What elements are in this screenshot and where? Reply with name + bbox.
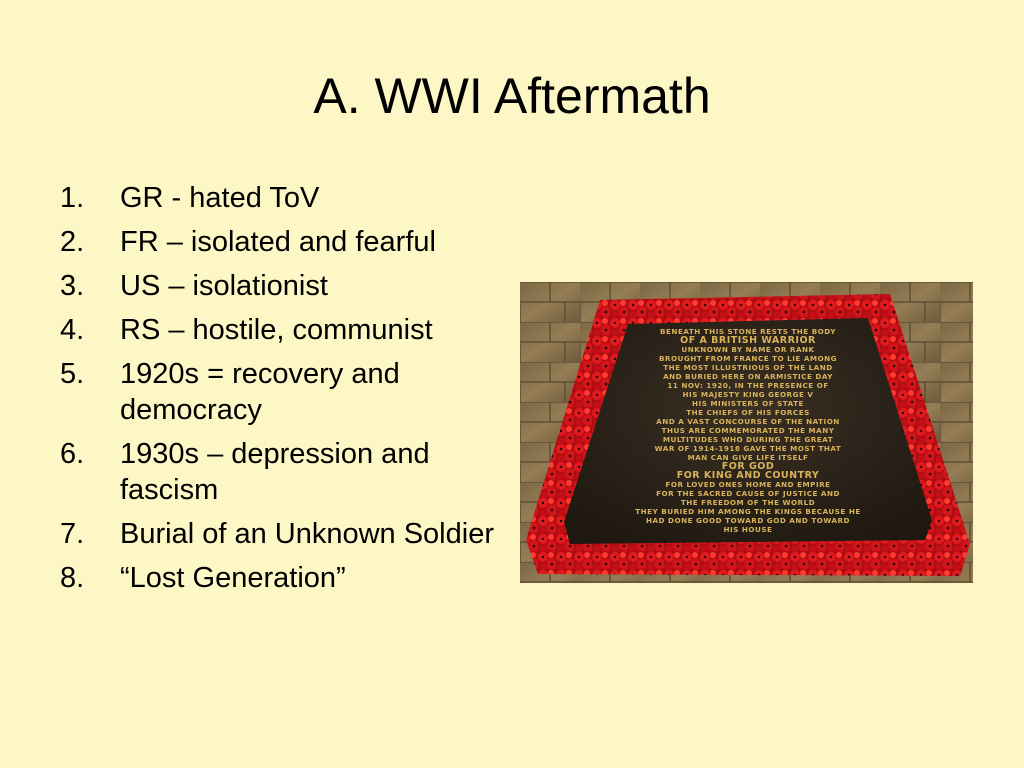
list-number: 6. — [60, 438, 85, 470]
list-item — [60, 516, 500, 552]
plaque-line: WAR OF 1914-1918 GAVE THE MOST THAT — [654, 444, 842, 453]
plaque-line: FOR THE SACRED CAUSE OF JUSTICE AND — [656, 489, 840, 498]
list-item — [60, 560, 500, 596]
plaque-line: UNKNOWN BY NAME OR RANK — [681, 345, 815, 354]
plaque-line: THE MOST ILLUSTRIOUS OF THE LAND — [663, 363, 833, 372]
plaque-line: HIS MAJESTY KING GEORGE V — [682, 390, 814, 399]
list-number: 2. — [60, 226, 85, 258]
plaque-line: HIS HOUSE — [723, 525, 773, 534]
list-item — [60, 180, 500, 216]
list-text: GR - hated ToV — [120, 182, 320, 214]
list-text: RS – hostile, communist — [120, 314, 433, 346]
list-number: 1. — [60, 182, 85, 214]
plaque-line: BROUGHT FROM FRANCE TO LIE AMONG — [658, 354, 838, 363]
plaque-line: 11 NOV: 1920, IN THE PRESENCE OF — [667, 381, 829, 390]
list-text: US – isolationist — [120, 270, 328, 302]
list-number: 7. — [60, 518, 85, 550]
list-text: “Lost Generation” — [120, 562, 346, 594]
bullet-list — [60, 180, 500, 604]
plaque-line: BENEATH THIS STONE RESTS THE BODY — [660, 327, 836, 336]
list-item — [60, 224, 500, 260]
plaque-line: THUS ARE COMMEMORATED THE MANY — [661, 426, 835, 435]
plaque-line: AND BURIED HERE ON ARMISTICE DAY — [663, 372, 833, 381]
plaque-line: HAD DONE GOOD TOWARD GOD AND TOWARD — [645, 516, 851, 525]
list-number: 4. — [60, 314, 85, 346]
plaque-line: THE CHIEFS OF HIS FORCES — [686, 408, 810, 417]
plaque-line: THEY BURIED HIM AMONG THE KINGS BECAUSE HE — [635, 507, 861, 516]
list-text: Burial of an Unknown Soldier — [120, 518, 494, 550]
plaque-line: OF A BRITISH WARRIOR — [680, 335, 816, 346]
list-number: 3. — [60, 270, 85, 302]
tomb-photo — [520, 282, 973, 583]
list-text: 1930s – depression and fascism — [120, 438, 430, 506]
list-number: 8. — [60, 562, 85, 594]
tomb-photo-graphic — [520, 282, 973, 583]
plaque-line: FOR LOVED ONES HOME AND EMPIRE — [665, 480, 831, 489]
list-text: 1920s = recovery and democracy — [120, 358, 400, 426]
plaque-line: MAN CAN GIVE LIFE ITSELF — [687, 453, 809, 462]
plaque-line: AND A VAST CONCOURSE OF THE NATION — [656, 417, 840, 426]
plaque-line: THE FREEDOM OF THE WORLD — [680, 498, 816, 507]
list-item — [60, 312, 500, 348]
plaque-line: FOR KING AND COUNTRY — [676, 470, 820, 481]
list-number: 5. — [60, 358, 85, 390]
slide-title: A. WWI Aftermath — [313, 68, 711, 124]
list-item — [60, 436, 500, 508]
list-item — [60, 356, 500, 428]
plaque-line: HIS MINISTERS OF STATE — [692, 399, 804, 408]
list-item — [60, 268, 500, 304]
plaque-line: MULTITUDES WHO DURING THE GREAT — [662, 435, 834, 444]
plaque-line: FOR GOD — [721, 461, 775, 472]
list-text: FR – isolated and fearful — [120, 226, 436, 258]
